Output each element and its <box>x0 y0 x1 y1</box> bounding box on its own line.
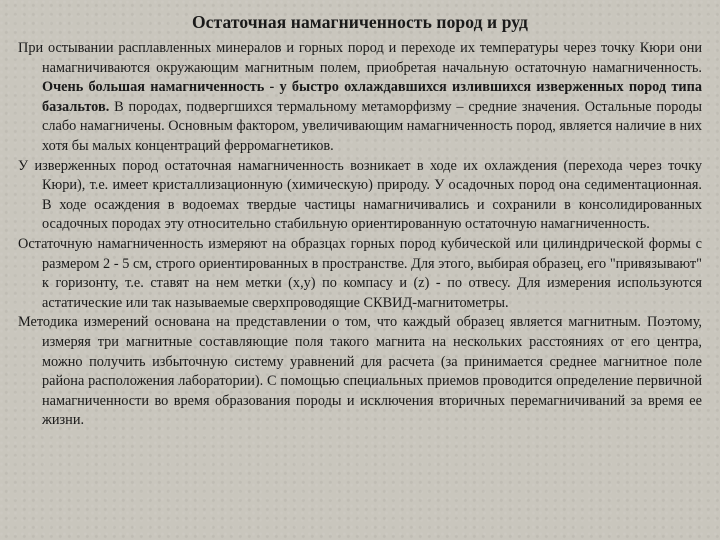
paragraph-1-text-a: При остывании расплавленных минералов и горных пород и переходе их температуры через точку Кюри они намагничиваются окружающим магнитным полем, приобретая начальную остаточную намагниченность. <box>18 40 702 76</box>
paragraph-2: У изверженных пород остаточная намагниченность возникает в ходе их охлаждения (перехода через точку Кюри), т.е. имеет кристаллизационную (химическую) природу. У осадочных пород она седиментационная. В ходе осаждения в водоемах твердые частицы намагничивались и сохранили в консолидированных осадочных породах эту относительно стабильную ориентированную остаточную намагниченность. <box>18 157 702 233</box>
paragraph-1-text-b: В породах, подвергшихся термальному метаморфизму – средние значения. Остальные породы слабо намагничены. Основным фактором, увеличивающим намагниченность пород, является наличие в них хотя бы малых концентраций ферромагнетиков. <box>42 98 702 154</box>
paragraph-3: Остаточную намагниченность измеряют на образцах горных пород кубической или цилиндрической формы с размером 2 - 5 см, строго ориентированных в пространстве. Для этого, выбирая образец, его "привязывают" к горизонту, т.е. ставят на нем метки (x,y) по компасу и (z) - по отвесу. Для измерения используются астатические или так называемые сверхпроводящие СКВИД-магнитометры. <box>18 235 702 311</box>
paragraph-1 <box>18 39 702 157</box>
paragraph-1-bold-text: Очень большая намагниченность - у быстро охлаждавшихся излившихся изверженных пород типа базальтов. <box>42 79 702 115</box>
paragraph-4: Методика измерений основана на представлении о том, что каждый образец является магнитным. Поэтому, измеряя три магнитные составляющие поля такого магнита на нескольких расстояниях от его центра, можно получить избыточную систему уравнений для расчета (за принимается среднее магнитное поле района расположения лаборатории). С помощью специальных приемов проводится определение первичной намагниченности во время образования породы и исключения вторичных перемагничиваний за время ее жизни. <box>18 314 702 429</box>
page-title: Остаточная намагниченность пород и руд <box>191 12 529 32</box>
